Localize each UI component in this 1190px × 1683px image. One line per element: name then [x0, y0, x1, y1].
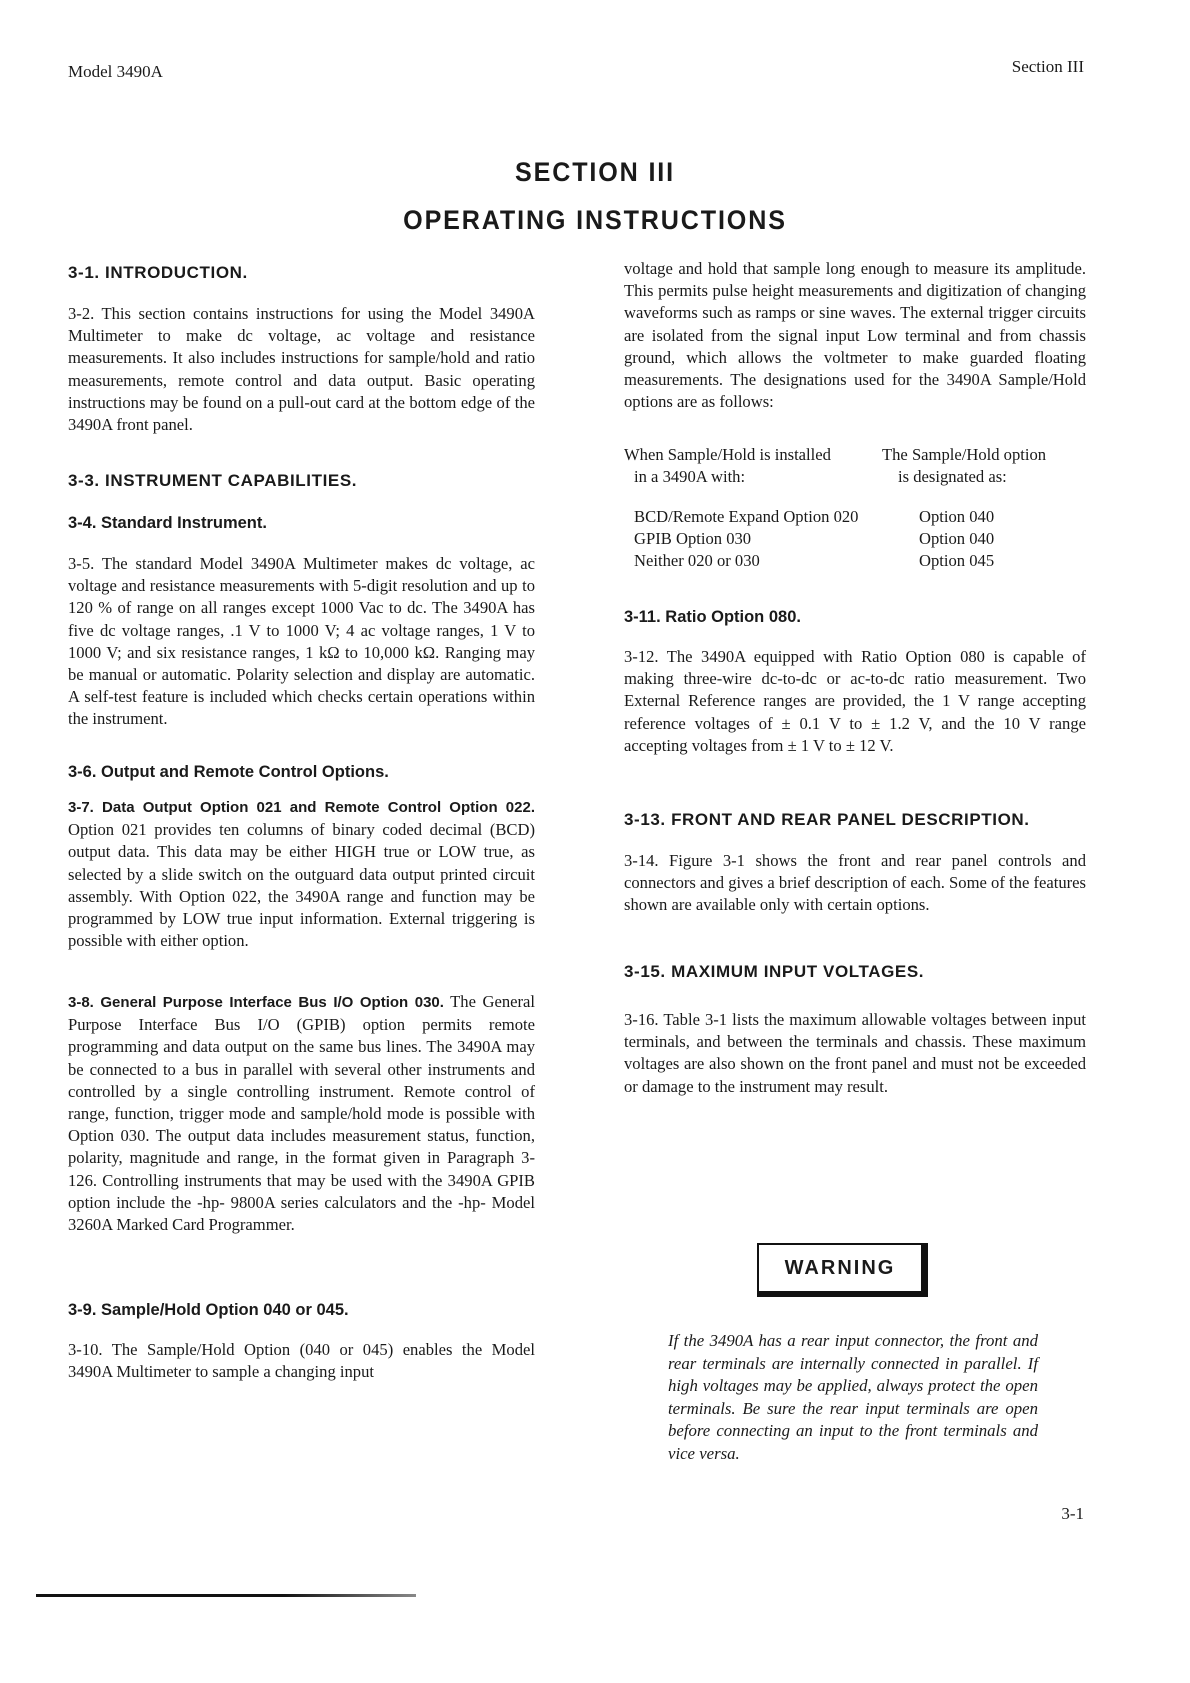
- page-number: 3-1: [1061, 1504, 1084, 1523]
- sample-hold-header-col2-line1: The Sample/Hold option: [882, 445, 1047, 464]
- option-designation: Option 040: [919, 529, 995, 549]
- heading-standard-instrument: 3-4. Standard Instrument.: [68, 514, 267, 532]
- paragraph-3-8: [68, 991, 535, 1236]
- paragraph-3-10-continued: voltage and hold that sample long enough to measure its amplitude. This permits pulse height measurements and digitization of changing waveforms such as ramps or sine waves. The external trigger circuits are isolated from the signal input Low terminal and from chassis ground, which allows the voltmeter to make guarded floating measurements. The designations used for the 3490A Sample/Hold options are as follows:: [624, 259, 1086, 412]
- option-config: BCD/Remote Expand Option 020: [634, 507, 859, 526]
- paragraph-3-5: 3-5. The standard Model 3490A Multimeter makes dc voltage, ac voltage and resistance measurements with 5-digit resolution and up to 120 % of range on all ranges except 1000 Vac to dc. The 3490A has five dc voltage ranges, .1 V to 1000 V; 4 ac voltage ranges, 1 V to 1000 V; and six resistance ranges, 1 kΩ to 10,000 kΩ. Ranging may be manual or automatic. Polarity selection and display are automatic. A self-test feature is included which checks certain operations within the instrument.: [68, 554, 535, 729]
- paragraph-3-7-heading: 3-7. Data Output Option 021 and Remote Control Option 022.: [68, 799, 535, 816]
- paragraph-3-14: 3-14. Figure 3-1 shows the front and rear panel controls and connectors and gives a brief description of each. Some of the features shown are available only with certain options.: [624, 851, 1086, 915]
- sample-hold-header-col2: [882, 444, 1046, 488]
- heading-output-remote-options: 3-6. Output and Remote Control Options.: [68, 763, 389, 781]
- option-config: GPIB Option 030: [634, 529, 752, 549]
- title-operating-instructions: OPERATING INSTRUCTIONS: [403, 205, 787, 235]
- sample-hold-header-col2-line2: is designated as:: [898, 467, 1007, 487]
- option-designation: Option 040: [919, 507, 995, 526]
- paragraph-3-8-heading: 3-8. General Purpose Interface Bus I/O Option 030.: [68, 994, 444, 1011]
- paragraph-3-2: 3-2. This section contains instructions for using the Model 3490A Multimeter to make dc voltage, ac voltage and resistance measurements. It also includes instructions for sample/hold and ratio measurements, remote control and data output. Basic operating instructions may be found on a pull-out card at the bottom edge of the 3490A front panel.: [68, 304, 535, 435]
- table-row: [634, 528, 1074, 550]
- paragraph-3-12: 3-12. The 3490A equipped with Ratio Option 080 is capable of making three-wire dc-to-dc or ac-to-dc ratio measurement. Two External Reference ranges are provided, the 1 V range accepting reference voltages of ± 0.1 V to ± 1.2 V, and the 10 V range accepting voltages from ± 1 V to ± 12 V.: [624, 647, 1086, 755]
- paragraph-3-7: [68, 796, 535, 952]
- sample-hold-options-table: [634, 506, 1074, 573]
- sample-hold-header-col1-line1: When Sample/Hold is installed: [624, 445, 831, 464]
- heading-maximum-input-voltages: 3-15. MAXIMUM INPUT VOLTAGES.: [624, 962, 925, 981]
- paragraph-3-8-body: The General Purpose Interface Bus I/O (GPIB) option permits remote programming and data output on the same bus lines. The 3490A may be connected to a bus in parallel with several other instruments and controlled by a single controlling instrument. Remote control of range, function, trigger mode and sample/hold mode is possible with Option 030. The output data includes measurement status, function, polarity, magnitude and range, in the format given in Paragraph 3-126. Controlling instruments that may be used with the 3490A GPIB option include the -hp- 9800A series calculators and the -hp- Model 3260A Marked Card Programmer.: [68, 992, 536, 1235]
- heading-instrument-capabilities: 3-3. INSTRUMENT CAPABILITIES.: [68, 471, 358, 490]
- option-designation: Option 045: [919, 551, 995, 571]
- paragraph-3-16: 3-16. Table 3-1 lists the maximum allowable voltages between input terminals, and between the terminals and chassis. These maximum voltages are also shown on the front panel and must not be exceeded or damage to the instrument may result.: [624, 1010, 1086, 1096]
- warning-label: WARNING: [757, 1243, 928, 1297]
- table-row: [634, 506, 1074, 528]
- option-config: Neither 020 or 030: [634, 551, 760, 571]
- header-model: Model 3490A: [68, 62, 163, 81]
- heading-front-rear-panel: 3-13. FRONT AND REAR PANEL DESCRIPTION.: [624, 810, 1030, 829]
- header-section: Section III: [1011, 57, 1084, 76]
- page-title: [42, 148, 1149, 244]
- sample-hold-header-col1: [624, 444, 831, 488]
- paragraph-3-10: 3-10. The Sample/Hold Option (040 or 045) enables the Model 3490A Multimeter to sample a changing input: [68, 1340, 535, 1382]
- warning-text: If the 3490A has a rear input connector, the front and rear terminals are internally connected in parallel. If high voltages may be applied, always protect the open terminals. Be sure the rear input terminals are open before connecting an input to the front terminals and vice versa.: [668, 1331, 1038, 1463]
- heading-introduction: 3-1. INTRODUCTION.: [68, 263, 248, 282]
- footer-rule: [36, 1594, 416, 1597]
- paragraph-3-7-body: Option 021 provides ten columns of binary coded decimal (BCD) output data. This data may be either HIGH true or LOW true, as selected by a slide switch on the outguard data output printed circuit assembly. With Option 022, the 3490A range and function may be programmed by LOW true input information. External triggering is possible with either option.: [68, 820, 535, 951]
- heading-ratio-option: 3-11. Ratio Option 080.: [624, 608, 801, 626]
- table-row: [634, 550, 1074, 572]
- sample-hold-header-col1-line2: in a 3490A with:: [634, 467, 746, 487]
- heading-sample-hold: 3-9. Sample/Hold Option 040 or 045.: [68, 1301, 349, 1319]
- title-section-number: SECTION III: [515, 157, 675, 187]
